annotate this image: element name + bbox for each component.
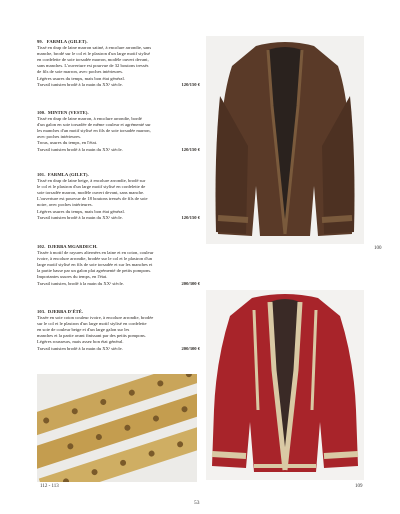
- lot-99: [37, 39, 200, 88]
- lot-origin-line: [37, 281, 200, 287]
- lot-origin-line: [37, 215, 200, 221]
- page-number: 53: [194, 500, 200, 506]
- lot-line: Tissé en drap de laine beige, à encolure arrondie, brodé sur: [37, 178, 146, 184]
- lot-line: Tissé en drap de laine marron satiné, à encolure arrondie, sans: [37, 45, 152, 51]
- lot-origin: Travail tunisien brodé à la main du XXᵉ siècle.: [37, 81, 123, 87]
- lot-line: Légères usures du temps, mais bon état général.: [37, 208, 125, 214]
- lot-heading: 103. DJEBBA D'ÉTÉ.: [37, 309, 84, 314]
- lot-line: Importantes usures du temps, en l'état.: [37, 274, 108, 280]
- lot-origin: Travail tunisien brodé à la main du XXᵉ siècle.: [37, 345, 123, 351]
- lot-line: Tissée à motif de rayures alternées en laine et en coton, couleur: [37, 250, 154, 256]
- lot-heading: 101. FARMLA (GILET).: [37, 172, 89, 177]
- lot-line: le col et le plastron d'un large motif stylisé en cordelette de: [37, 184, 146, 190]
- lot-line: Légères usures du temps, mais bon état général.: [37, 75, 125, 81]
- brown-vest-photo: [206, 36, 364, 244]
- lot-origin: Travail tunisien, brodé à la main du XXᵉ siècle.: [37, 280, 124, 286]
- lot-line: sur le col et le plastron d'un large motif stylisé en cordelette: [37, 321, 147, 327]
- brown-vest-illustration: [206, 36, 364, 244]
- lot-heading: 102. DJEBBA MGARDECH.: [37, 244, 98, 249]
- lot-line: de fils de soie marron, avec poches intérieures.: [37, 69, 124, 75]
- lot-line: d'un galon en soie torsadée de même couleur et agrémenté sur: [37, 122, 151, 128]
- lot-line: soie torsadée marron, modèle ouvert devant, sans manche.: [37, 190, 145, 196]
- lot-price: 200/300 €: [181, 345, 200, 351]
- lot-line: large motif stylisé en fils de soie torsadée et sur les manches et: [37, 262, 153, 268]
- photo-caption: 112 - 113: [40, 484, 59, 489]
- red-jacket-illustration: [206, 290, 364, 480]
- lot-line: manche, brodé sur le col et le plastron d'un large motif stylisé: [37, 51, 151, 57]
- photo-caption: 100: [374, 246, 382, 251]
- lot-line: avec poches intérieures.: [37, 134, 82, 140]
- lot-origin-line: [37, 346, 200, 352]
- lot-line: Légères rousseurs, mais assez bon état général.: [37, 339, 124, 345]
- lot-line: manches et la partie avant finissant par des petits pompons.: [37, 333, 146, 339]
- lot-102: [37, 244, 200, 287]
- lot-origin: Travail tunisien brodé à la main du XXᵉ siècle.: [37, 146, 123, 152]
- lot-line: sans manches. L'ouverture est pourvue de 32 boutons tressés: [37, 63, 149, 69]
- lot-line: Tissé en drap de laine marron, à encolure arrondie, bordé: [37, 116, 142, 122]
- lot-heading: 100. MINTEN (VESTE).: [37, 110, 89, 115]
- lot-line: en soie de couleur beige et d'un large galon sur les: [37, 327, 130, 333]
- lot-price: 200/300 €: [181, 280, 200, 286]
- lot-line: noire, avec poches intérieures.: [37, 202, 93, 208]
- lot-line: ivoire, à encolure arrondie, brodée sur le col et le plastron d'un: [37, 256, 152, 262]
- lot-price: 120/150 €: [181, 214, 200, 220]
- lot-price: 120/150 €: [181, 81, 200, 87]
- lot-price: 120/150 €: [181, 146, 200, 152]
- lot-line: Trous, usures du temps, en l'état.: [37, 140, 98, 146]
- lot-origin-line: [37, 147, 200, 153]
- lot-line: Tissée en soie coton couleur ivoire, à encolure arrondie, brodée: [37, 315, 154, 321]
- lot-101: [37, 172, 200, 221]
- photo-caption: 109: [355, 484, 363, 489]
- lot-origin-line: [37, 82, 200, 88]
- lot-origin: Travail tunisien brodé à la main du XXᵉ siècle.: [37, 214, 123, 220]
- lot-line: les manches d'un motif stylisé en fils de soie torsadée marron,: [37, 128, 151, 134]
- lot-100: [37, 110, 200, 153]
- lot-heading: 99. FARMLA (GILET).: [37, 39, 88, 44]
- lot-103: [37, 309, 200, 352]
- ribbons-illustration: [37, 374, 197, 482]
- lot-line: L'ouverture est pourvue de 18 boutons tressés de fils de soie: [37, 196, 148, 202]
- ribbons-photo: [37, 374, 197, 482]
- lot-line: en cordelette de soie torsadée marron, modèle ouvert devant,: [37, 57, 149, 63]
- lot-line: la partie basse par un galon plat agrémenté de petits pompons.: [37, 268, 152, 274]
- red-jacket-photo: [206, 290, 364, 480]
